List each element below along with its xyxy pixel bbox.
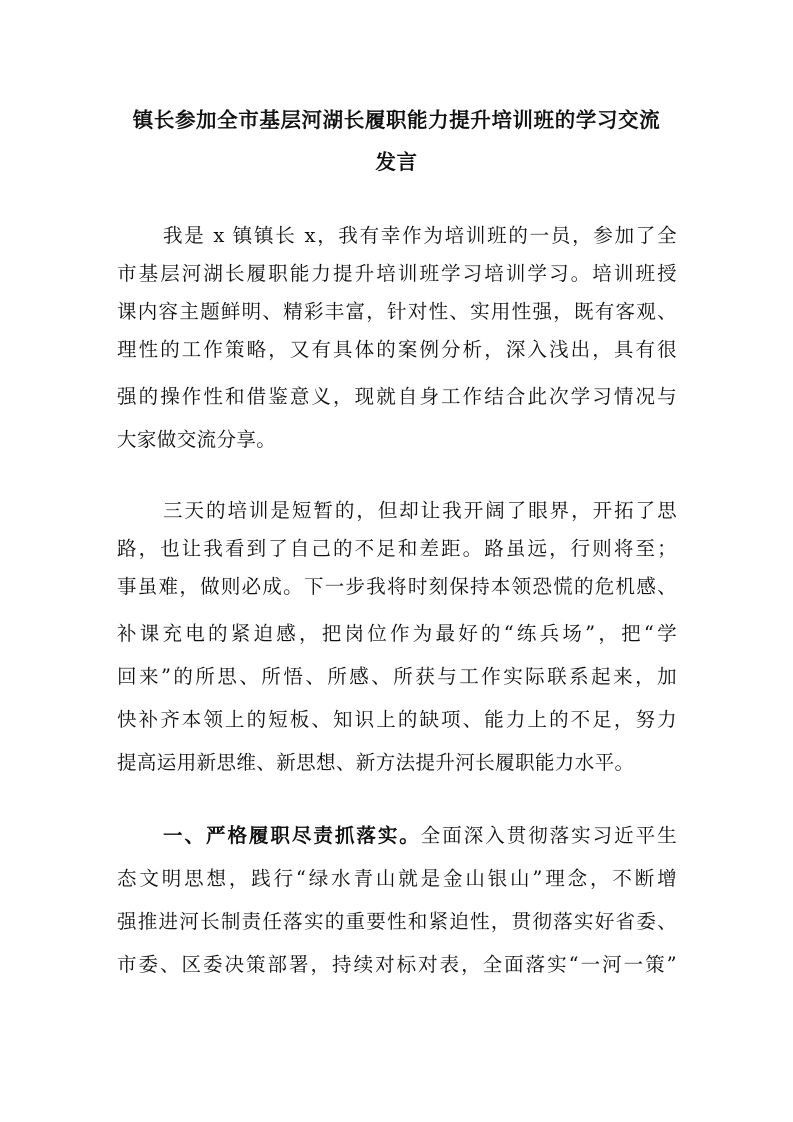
paragraph-3-line-4: 市委、区委决策部署，持续对标对表，全面落实“一河一策” (117, 953, 677, 976)
paragraph-2-line-4: 补课充电的紧迫感，把岗位作为最好的“练兵场”，把“学 (117, 622, 677, 645)
paragraph-2-line-2: 路，也让我看到了自己的不足和差距。路虽远，行则将至； (117, 537, 677, 560)
section-heading: 一、严格履职尽责抓落实。 (163, 824, 421, 847)
paragraph-3-line-1-text: 全面深入贯彻落实习近平生 (420, 824, 677, 847)
paragraph-2-line-3: 事虽难，做则必成。下一步我将时刻保持本领恐慌的危机感、 (117, 575, 677, 598)
paragraph-3-line-2: 态文明思想，践行“绿水青山就是金山银山”理念，不断增 (117, 867, 677, 890)
paragraph-1-line-6: 大家做交流分享。 (117, 428, 277, 451)
paragraph-3-line-3: 强推进河长制责任落实的重要性和紧迫性，贯彻落实好省委、 (117, 910, 677, 933)
paragraph-2-line-6: 快补齐本领上的短板、知识上的缺项、能力上的不足，努力 (117, 708, 677, 731)
paragraph-1-line-2: 市基层河湖长履职能力提升培训班学习培训学习。培训班授 (117, 262, 677, 285)
paragraph-3-line-1 (117, 817, 677, 855)
document-title-line-2: 发言 (375, 150, 418, 174)
paragraph-1-line-3: 课内容主题鲜明、精彩丰富，针对性、实用性强，既有客观、 (117, 300, 677, 323)
paragraph-2-line-5: 回来”的所思、所悟、所感、所获与工作实际联系起来，加 (117, 665, 677, 688)
paragraph-2-line-7: 提高运用新思维、新思想、新方法提升河长履职能力水平。 (117, 751, 635, 774)
paragraph-1-line-5: 强的操作性和借鉴意义，现就自身工作结合此次学习情况与 (117, 385, 677, 408)
paragraph-2-line-1: 三天的培训是短暂的，但却让我开阔了眼界，开拓了思 (163, 499, 677, 522)
document-title-line-1: 镇长参加全市基层河湖长履职能力提升培训班的学习交流 (132, 108, 661, 132)
paragraph-1-line-4: 理性的工作策略，又有具体的案例分析，深入浅出，具有很 (117, 338, 677, 361)
paragraph-1-line-1: 我是 x 镇镇长 x，我有幸作为培训班的一员，参加了全 (163, 224, 677, 247)
